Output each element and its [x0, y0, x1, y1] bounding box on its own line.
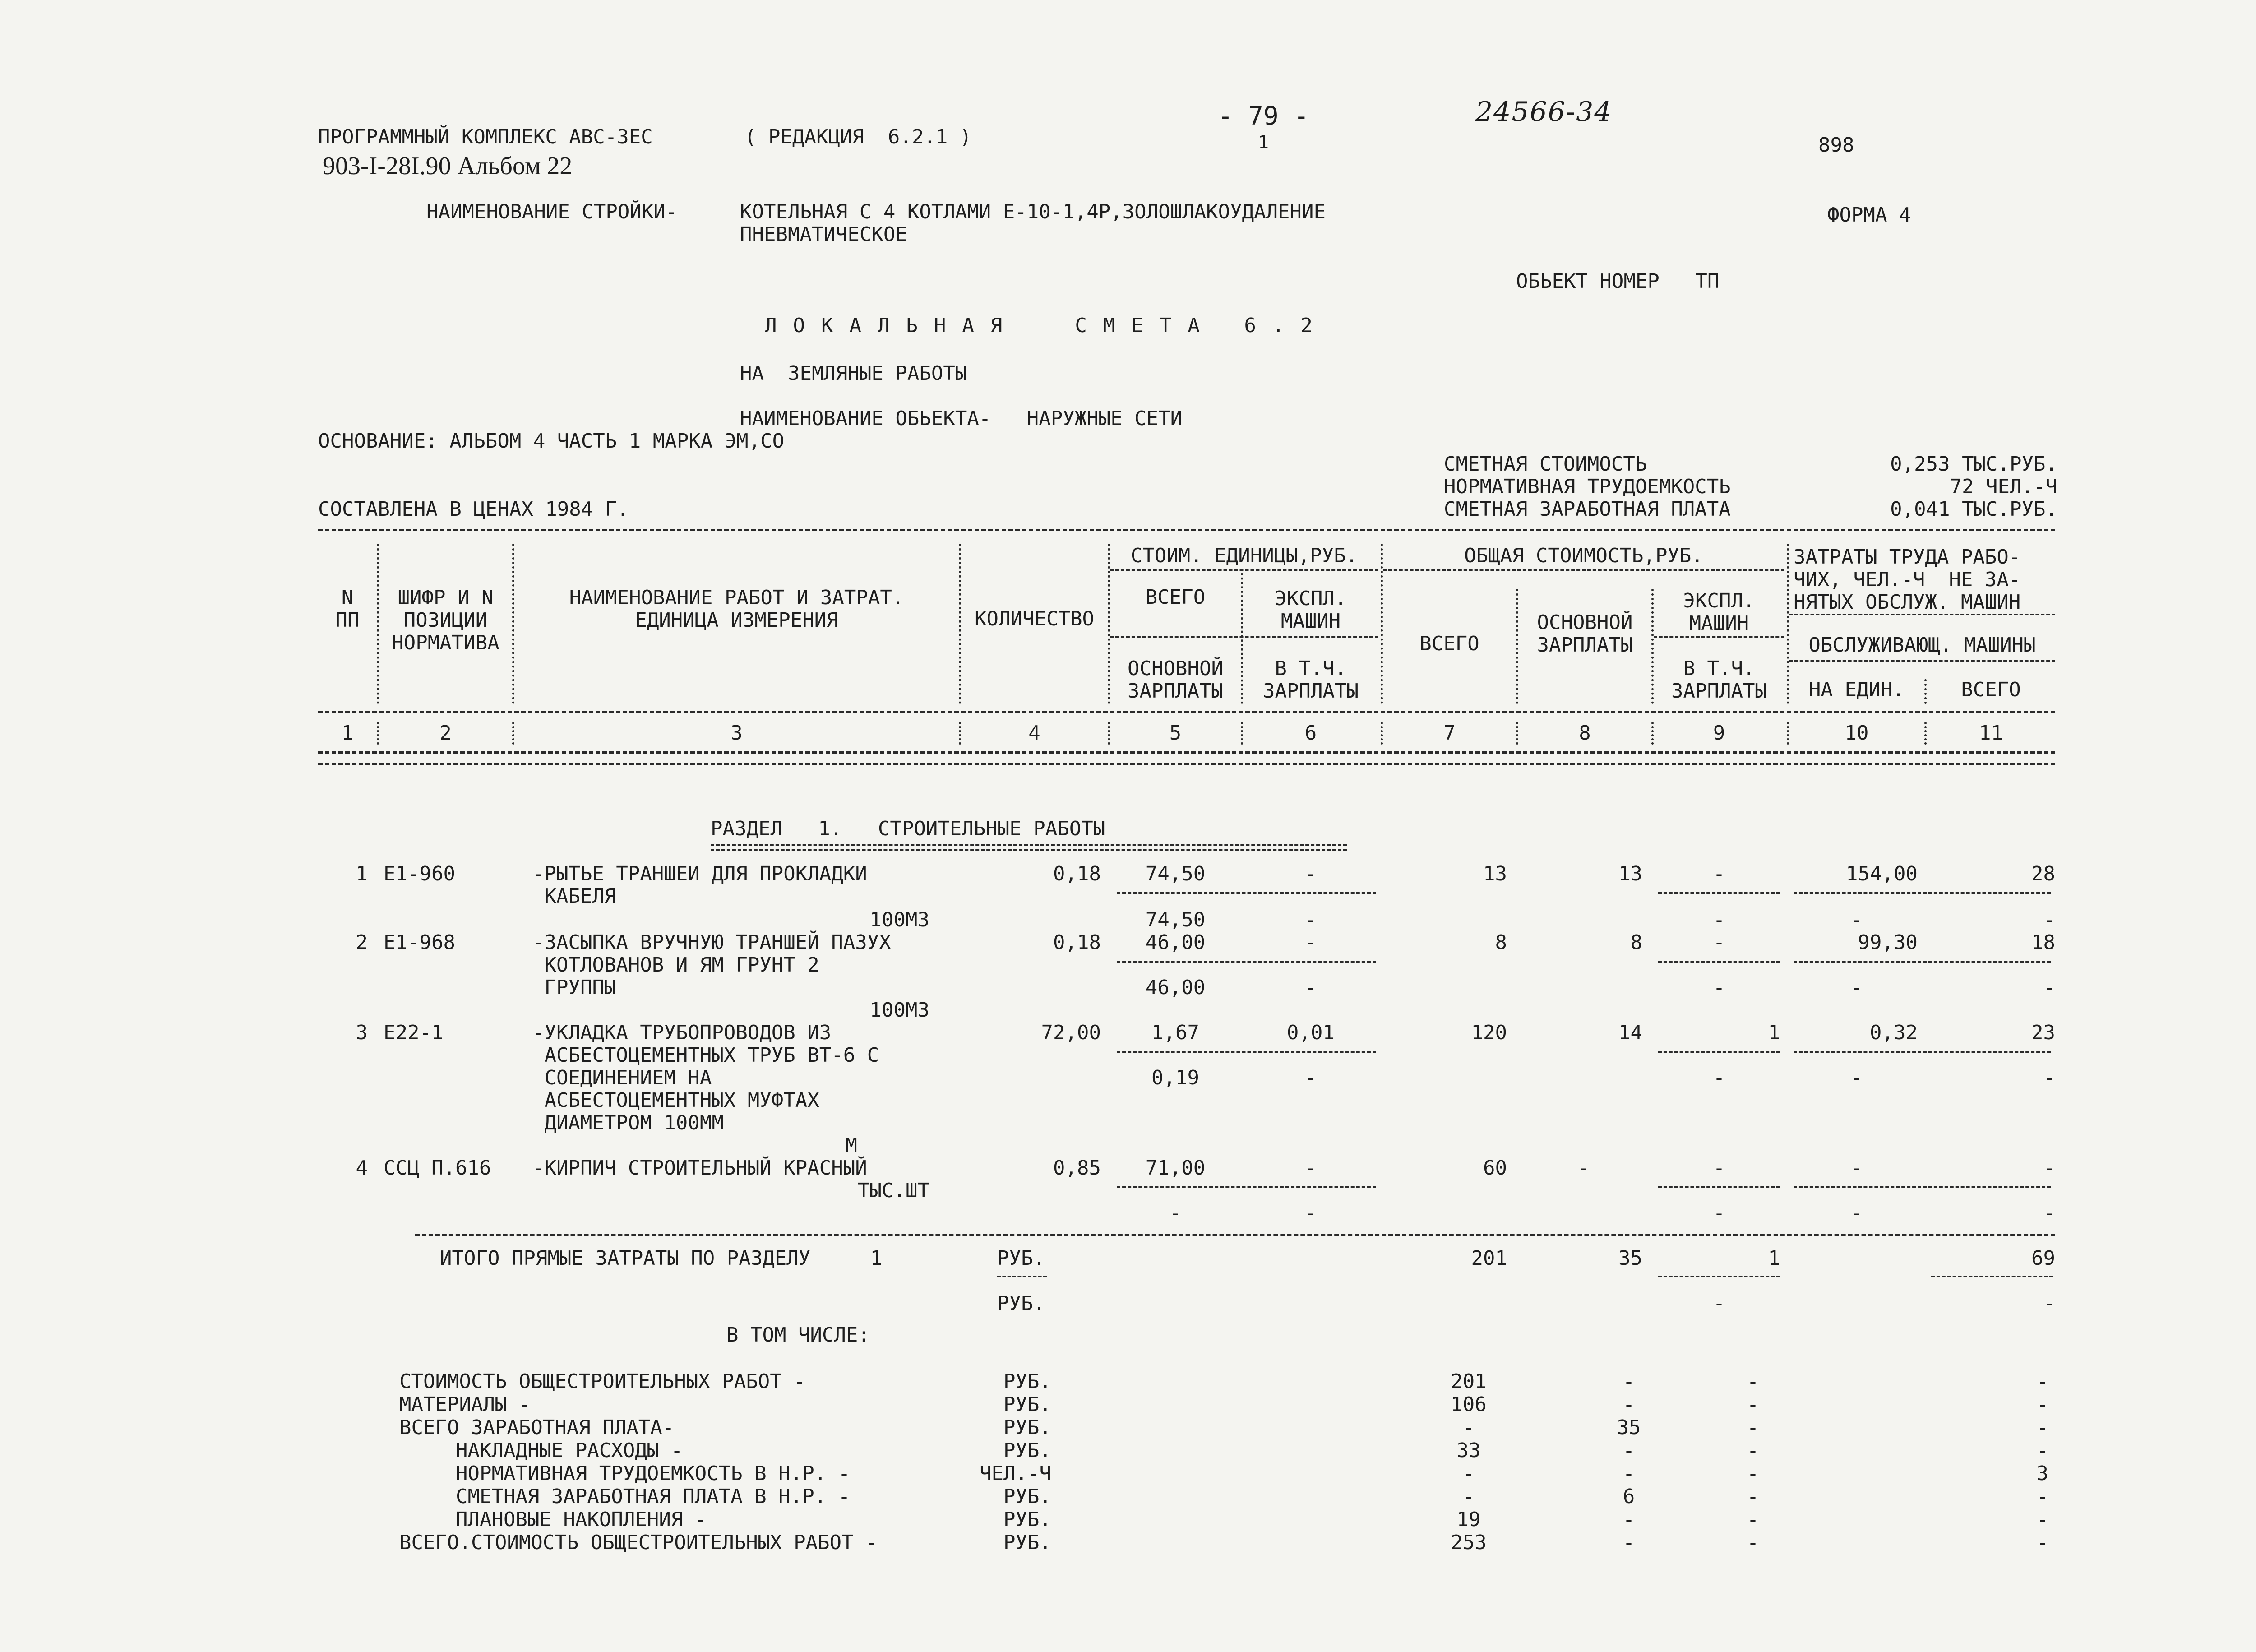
row-name-line: АСБЕСТОЦЕМЕНТНЫХ МУФТАХ [532, 1089, 819, 1112]
breakdown-item-unit: ЧЕЛ.-Ч [980, 1462, 1051, 1485]
row-total-incl: - [1713, 976, 1725, 999]
summary-label-1: СМЕТНАЯ СТОИМОСТЬ [1444, 453, 1647, 476]
object-name: НАИМЕНОВАНИЕ ОБЬЕКТА- НАРУЖНЫЕ СЕТИ [740, 407, 1183, 430]
row-labor-total-b: - [2043, 1202, 2055, 1225]
row-total-wage: 13 [1618, 862, 1642, 885]
row-labor-unit: - [1850, 1157, 1863, 1180]
row-name-line: ГРУППЫ [532, 976, 616, 999]
header-subrule [1110, 569, 1378, 571]
breakdown-item-labor: - [2036, 1416, 2048, 1439]
row-code: Е1-960 [384, 862, 455, 885]
row-total: 13 [1483, 862, 1507, 885]
col-number: 6 [1304, 722, 1317, 745]
totals-unit-2: РУБ. [997, 1292, 1045, 1315]
breakdown-item-total: 106 [1451, 1393, 1487, 1416]
col-header-n: N ПП [335, 586, 360, 632]
row-name-line: КАБЕЛЯ [532, 885, 616, 908]
section-title: РАЗДЕЛ 1. СТРОИТЕЛЬНЫЕ РАБОТЫ [711, 817, 1105, 840]
row-labor-total: 28 [2031, 862, 2055, 885]
col-header-per-unit: НА ЕДИН. [1809, 678, 1905, 701]
row-unit-incl: - [1304, 976, 1317, 999]
breakdown-item-labor: - [2036, 1508, 2048, 1531]
row-labor-unit-b: - [1850, 908, 1863, 931]
row-unit-wage: 0,19 [1151, 1066, 1199, 1089]
totals-labor-b: - [2043, 1292, 2055, 1315]
table-top-rule [318, 529, 2055, 531]
row-labor-total: 23 [2031, 1021, 2055, 1044]
row-unit-incl: - [1304, 1066, 1317, 1089]
breakdown-item-expl: - [1747, 1393, 1759, 1416]
numbers-bottom-rule [318, 763, 2055, 765]
breakdown-item-total: 253 [1451, 1531, 1487, 1554]
breakdown-item-labor: - [2036, 1439, 2048, 1462]
totals-labor: 69 [2031, 1247, 2055, 1270]
col-number: 4 [1028, 722, 1040, 745]
header-subrule [1383, 569, 1784, 571]
row-code: ССЦ П.616 [384, 1157, 491, 1180]
col-number: 11 [1979, 722, 2003, 745]
col-header-serving: ОБСЛУЖИВАЮЩ. МАШИНЫ [1808, 634, 2036, 657]
col-header-unit-incl: В Т.Ч. ЗАРПЛАТЫ [1263, 657, 1359, 703]
row-unit: ТЫС.ШТ [858, 1179, 929, 1202]
breakdown-item-expl: - [1747, 1439, 1759, 1462]
totals-unit: РУБ. [997, 1247, 1045, 1270]
row-number: 4 [356, 1157, 368, 1180]
row-unit-expl: 0,01 [1287, 1021, 1335, 1044]
row-code: Е1-968 [384, 931, 455, 954]
cell-underline [1117, 1186, 1376, 1188]
totals-wage: 35 [1618, 1247, 1642, 1270]
totals-total: 201 [1471, 1247, 1507, 1270]
summary-value-2: 72 ЧЕЛ.-Ч [1950, 475, 2057, 498]
row-labor-unit-b: - [1850, 1066, 1863, 1089]
summary-label-3: СМЕТНАЯ ЗАРАБОТНАЯ ПЛАТА [1444, 498, 1731, 521]
col-number: 2 [439, 722, 452, 745]
document-title: ЛОКАЛЬНАЯ СМЕТА 6.2 [765, 314, 1329, 337]
breakdown-item-unit: РУБ. [1003, 1531, 1051, 1554]
breakdown-item-unit: РУБ. [1003, 1439, 1051, 1462]
breakdown-item-label: ПЛАНОВЫЕ НАКОПЛЕНИЯ - [456, 1508, 707, 1531]
row-number: 1 [356, 862, 368, 885]
row-unit-wage: 46,00 [1145, 976, 1206, 999]
row-total-wage: - [1577, 1157, 1590, 1180]
row-total-wage: 8 [1630, 931, 1642, 954]
header-subrule [1654, 636, 1784, 638]
breakdown-item-label: СМЕТНАЯ ЗАРАБОТНАЯ ПЛАТА В Н.Р. - [456, 1485, 851, 1508]
breakdown-item-unit: РУБ. [1003, 1370, 1051, 1393]
col-number: 10 [1845, 722, 1869, 745]
edition: ( РЕДАКЦИЯ 6.2.1 ) [744, 125, 972, 148]
breakdown-item-expl: - [1747, 1508, 1759, 1531]
row-unit: М [845, 1134, 857, 1157]
breakdown-item-labor: 3 [2036, 1462, 2048, 1485]
col-header-unit-expl: ЭКСПЛ. МАШИН [1275, 587, 1347, 633]
breakdown-item-label: ВСЕГО.СТОИМОСТЬ ОБЩЕСТРОИТЕЛЬНЫХ РАБОТ - [399, 1531, 878, 1554]
row-name-line: АСБЕСТОЦЕМЕНТНЫХ ТРУБ ВТ-6 С [532, 1044, 879, 1067]
cell-underline [1658, 1186, 1780, 1188]
col-divider [959, 722, 961, 745]
breakdown-item-label: ВСЕГО ЗАРАБОТНАЯ ПЛАТА- [399, 1416, 675, 1439]
row-name-line: -РЫТЬЕ ТРАНШЕИ ДЛЯ ПРОКЛАДКИ [532, 862, 867, 885]
row-qty: 72,00 [1041, 1021, 1101, 1044]
row-labor-total: 18 [2031, 931, 2055, 954]
breakdown-item-expl: - [1747, 1370, 1759, 1393]
row-name-line: -ЗАСЫПКА ВРУЧНУЮ ТРАНШЕЙ ПАЗУХ [532, 931, 891, 954]
breakdown-item-wage: 6 [1623, 1485, 1635, 1508]
col-header-unit-total: ВСЕГО [1145, 586, 1206, 609]
cell-underline [1794, 1051, 2051, 1053]
sheet-code: 898 [1818, 134, 1854, 157]
breakdown-item-total: 201 [1451, 1370, 1487, 1393]
breakdown-item-wage: - [1623, 1370, 1635, 1393]
col-header-total-wage: ОСНОВНОЙ ЗАРПЛАТЫ [1537, 611, 1633, 657]
col-divider [1787, 722, 1789, 745]
col-header-total-cost: ОБЩАЯ СТОИМОСТЬ,РУБ. [1464, 544, 1703, 567]
section-underline [711, 844, 1347, 851]
header-bottom-rule [318, 711, 2055, 713]
col-header-unit-cost: СТОИМ. ЕДИНИЦЫ,РУБ. [1130, 544, 1358, 567]
col-header-qty: КОЛИЧЕСТВО [975, 607, 1094, 630]
row-qty: 0,18 [1053, 931, 1101, 954]
breakdown-item-labor: - [2036, 1531, 2048, 1554]
row-total-expl: - [1713, 862, 1725, 885]
form-label: ФОРМА 4 [1827, 204, 1911, 227]
row-labor-total-b: - [2043, 908, 2055, 931]
col-divider [512, 722, 514, 745]
row-number: 3 [356, 1021, 368, 1044]
row-unit: 100М3 [869, 999, 929, 1022]
col-header-all: ВСЕГО [1961, 678, 2021, 701]
breakdown-item-label: СТОИМОСТЬ ОБЩЕСТРОИТЕЛЬНЫХ РАБОТ - [399, 1370, 806, 1393]
breakdown-item-unit: РУБ. [1003, 1416, 1051, 1439]
row-total: 60 [1483, 1157, 1507, 1180]
page-number: - 79 - [1217, 102, 1309, 131]
breakdown-item-unit: РУБ. [1003, 1393, 1051, 1416]
col-header-total-expl: ЭКСПЛ. МАШИН [1683, 589, 1755, 635]
row-labor-total: - [2043, 1157, 2055, 1180]
col-number: 1 [341, 722, 354, 745]
construction-line2: ПНЕВМАТИЧЕСКОЕ [740, 223, 907, 246]
header-subrule [1110, 636, 1378, 638]
breakdown-item-expl: - [1747, 1531, 1759, 1554]
cell-underline [1658, 1276, 1780, 1277]
cell-underline [1931, 1276, 2053, 1277]
summary-label-2: НОРМАТИВНАЯ ТРУДОЕМКОСТЬ [1444, 475, 1731, 498]
breakdown-item-wage: - [1623, 1508, 1635, 1531]
row-number: 2 [356, 931, 368, 954]
row-total-incl: - [1713, 1202, 1725, 1225]
cell-underline [1794, 892, 2051, 894]
breakdown-item-total: 33 [1456, 1439, 1481, 1462]
row-unit: 100М3 [869, 908, 929, 931]
row-name-line: ДИАМЕТРОМ 100ММ [532, 1111, 724, 1134]
breakdown-item-expl: - [1747, 1462, 1759, 1485]
col-header-total-incl: В Т.Ч. ЗАРПЛАТЫ [1671, 657, 1767, 703]
prices-basis: СОСТАВЛЕНА В ЦЕНАХ 1984 Г. [318, 498, 629, 521]
cell-underline [1658, 892, 1780, 894]
row-unit-expl: - [1304, 862, 1317, 885]
col-number: 3 [730, 722, 743, 745]
col-number: 8 [1579, 722, 1591, 745]
row-unit-total: 74,50 [1145, 862, 1206, 885]
row-name-line: СОЕДИНЕНИЕМ НА [532, 1066, 712, 1089]
row-unit-incl: - [1304, 908, 1317, 931]
col-number: 5 [1169, 722, 1182, 745]
construction-line1: КОТЕЛЬНАЯ С 4 КОТЛАМИ Е-10-1,4Р,ЗОЛОШЛАКОУДАЛЕНИЕ [740, 200, 1326, 223]
row-labor-unit-b: - [1850, 976, 1863, 999]
breakdown-item-wage: - [1623, 1462, 1635, 1485]
row-code: Е22-1 [384, 1021, 444, 1044]
row-unit-total: 46,00 [1145, 931, 1206, 954]
row-qty: 0,85 [1053, 1157, 1101, 1180]
col-divider [1241, 722, 1243, 745]
breakdown-item-labor: - [2036, 1393, 2048, 1416]
col-divider [1651, 722, 1654, 745]
breakdown-item-expl: - [1747, 1416, 1759, 1439]
breakdown-item-labor: - [2036, 1485, 2048, 1508]
row-total-incl: - [1713, 908, 1725, 931]
breakdown-item-wage: - [1623, 1531, 1635, 1554]
breakdown-item-labor: - [2036, 1370, 2048, 1393]
row-qty: 0,18 [1053, 862, 1101, 885]
breakdown-item-unit: РУБ. [1003, 1508, 1051, 1531]
breakdown-item-total: - [1462, 1462, 1475, 1485]
totals-label: ИТОГО ПРЯМЫЕ ЗАТРАТЫ ПО РАЗДЕЛУ 1 [440, 1247, 883, 1270]
basis: ОСНОВАНИЕ: АЛЬБОМ 4 ЧАСТЬ 1 МАРКА ЭМ,СО [318, 430, 785, 453]
breakdown-item-unit: РУБ. [1003, 1485, 1051, 1508]
cell-underline [1117, 1051, 1376, 1053]
breakdown-item-total: - [1462, 1485, 1475, 1508]
row-labor-unit-b: - [1850, 1202, 1863, 1225]
row-labor-total-b: - [2043, 976, 2055, 999]
row-labor-unit: 99,30 [1858, 931, 1918, 954]
breakdown-item-expl: - [1747, 1485, 1759, 1508]
breakdown-item-label: МАТЕРИАЛЫ - [399, 1393, 531, 1416]
row-total-expl: - [1713, 1157, 1725, 1180]
col-divider [1381, 544, 1383, 704]
row-total: 8 [1495, 931, 1507, 954]
row-total-incl: - [1713, 1066, 1725, 1089]
construction-label: НАИМЕНОВАНИЕ СТРОЙКИ- [426, 200, 678, 223]
row-total: 120 [1471, 1021, 1507, 1044]
row-labor-unit: 154,00 [1846, 862, 1918, 885]
col-header-code: ШИФР И N ПОЗИЦИИ НОРМАТИВА [392, 586, 499, 654]
col-header-unit-wage: ОСНОВНОЙ ЗАРПЛАТЫ [1128, 657, 1223, 703]
totals-expl: 1 [1768, 1247, 1780, 1270]
col-divider [1924, 722, 1927, 745]
section-end-rule [415, 1234, 2055, 1236]
row-name-line: -КИРПИЧ СТРОИТЕЛЬНЫЙ КРАСНЫЙ [532, 1157, 867, 1180]
breakdown-item-wage: - [1623, 1439, 1635, 1462]
summary-value-3: 0,041 ТЫС.РУБ. [1890, 498, 2057, 521]
summary-value-1: 0,253 ТЫС.РУБ. [1890, 453, 2057, 476]
breakdown-label: В ТОМ ЧИСЛЕ: [726, 1323, 870, 1347]
breakdown-item-wage: 35 [1617, 1416, 1641, 1439]
page-sub: 1 [1257, 132, 1269, 153]
cell-underline [997, 1276, 1047, 1277]
row-name-line: КОТЛОВАНОВ И ЯМ ГРУНТ 2 [532, 953, 819, 976]
row-unit-wage: 74,50 [1145, 908, 1206, 931]
col-number: 7 [1443, 722, 1456, 745]
breakdown-item-wage: - [1623, 1393, 1635, 1416]
row-labor-unit: 0,32 [1870, 1021, 1918, 1044]
breakdown-item-total: - [1462, 1416, 1475, 1439]
handwritten-code: 24566-34 [1475, 96, 1613, 128]
row-unit-total: 1,67 [1151, 1021, 1199, 1044]
totals-incl: - [1713, 1292, 1725, 1315]
row-unit-expl: - [1304, 931, 1317, 954]
row-total-wage: 14 [1618, 1021, 1642, 1044]
col-divider [1108, 722, 1110, 745]
row-total-expl: - [1713, 931, 1725, 954]
row-name-line: -УКЛАДКА ТРУБОПРОВОДОВ ИЗ [532, 1021, 832, 1044]
numbers-bottom-rule [318, 751, 2055, 754]
col-number: 9 [1713, 722, 1725, 745]
row-unit-incl: - [1304, 1202, 1317, 1225]
row-labor-total-b: - [2043, 1066, 2055, 1089]
cell-underline [1794, 1186, 2051, 1188]
cell-underline [1658, 1051, 1780, 1053]
row-unit-total: 71,00 [1145, 1157, 1206, 1180]
cell-underline [1117, 961, 1376, 963]
works-title: НА ЗЕМЛЯНЫЕ РАБОТЫ [740, 362, 967, 385]
breakdown-item-total: 19 [1456, 1508, 1481, 1531]
breakdown-item-label: НОРМАТИВНАЯ ТРУДОЕМКОСТЬ В Н.Р. - [456, 1462, 851, 1485]
col-divider [1381, 722, 1383, 745]
col-header-name: НАИМЕНОВАНИЕ РАБОТ И ЗАТРАТ. ЕДИНИЦА ИЗМЕРЕНИЯ [569, 586, 904, 632]
row-total-expl: 1 [1768, 1021, 1780, 1044]
cell-underline [1794, 961, 2051, 963]
col-divider [1516, 722, 1518, 745]
col-header-total-all: ВСЕГО [1419, 632, 1479, 655]
object-number: ОБЬЕКТ НОМЕР ТП [1516, 270, 1720, 293]
program-name: ПРОГРАММНЫЙ КОМПЛЕКС АВС-3ЕС [318, 125, 653, 148]
header-subrule [1789, 660, 2055, 662]
col-divider [377, 722, 379, 745]
col-header-labor: ЗАТРАТЫ ТРУДА РАБО- ЧИХ, ЧЕЛ.-Ч НЕ ЗА- НЯТЫХ ОБСЛУЖ. МАШИН [1794, 546, 2021, 614]
row-unit-expl: - [1304, 1157, 1317, 1180]
album-label: 903-I-28I.90 Альбом 22 [323, 152, 573, 180]
breakdown-item-label: НАКЛАДНЫЕ РАСХОДЫ - [456, 1439, 683, 1462]
cell-underline [1658, 961, 1780, 963]
row-unit-wage: - [1169, 1202, 1182, 1225]
header-subrule [1789, 614, 2055, 615]
cell-underline [1117, 892, 1376, 894]
